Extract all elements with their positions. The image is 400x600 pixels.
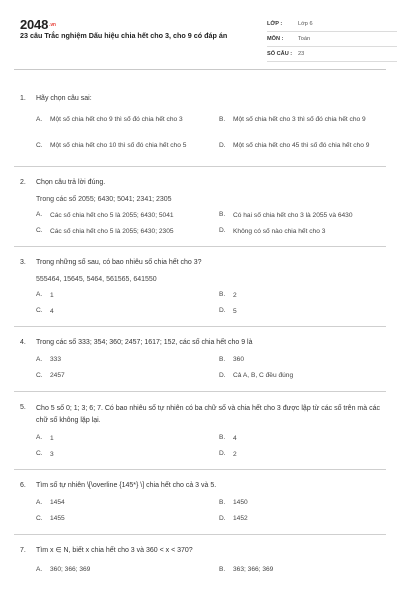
meta-row-subject — [267, 32, 397, 47]
question-stem — [20, 481, 386, 490]
option-text: 1455 — [50, 515, 65, 523]
answer-option-d[interactable] — [211, 136, 386, 156]
option-text: 333 — [50, 356, 62, 364]
option-letter: A. — [36, 211, 43, 219]
question-stem — [20, 338, 386, 347]
question-item — [14, 535, 386, 582]
question-text: Tìm x ∈ N, biết x chia hết cho 3 và 360 < x < 370? — [36, 546, 193, 554]
answer-options — [36, 210, 386, 237]
document-title: 23 câu Trắc nghiệm Dấu hiệu chia hết cho 3, cho 9 có đáp án — [20, 31, 228, 40]
option-letter: B. — [219, 565, 226, 573]
question-text: Hãy chọn câu sai: — [36, 95, 92, 102]
answer-option-c[interactable] — [36, 371, 211, 382]
option-text: 360 — [233, 356, 245, 364]
option-letter: A. — [36, 434, 43, 442]
question-number: 5. — [20, 403, 26, 411]
option-letter: B. — [219, 115, 226, 123]
option-letter: D. — [219, 307, 226, 315]
answer-options — [36, 433, 386, 460]
question-item — [14, 167, 386, 247]
question-stem — [20, 403, 386, 428]
question-item — [14, 327, 386, 391]
meta-value: 23 — [298, 51, 305, 58]
option-letter: C. — [36, 141, 43, 149]
question-text: Cho 5 số 0; 1; 3; 6; 7. Có bao nhiêu số tự nhiên có ba chữ số và chia hết cho 3 được lập từ các số trên mà các chữ số không lặp lại. — [36, 404, 380, 424]
option-letter: B. — [219, 498, 226, 506]
document-meta — [267, 17, 397, 62]
answer-option-d[interactable] — [211, 226, 386, 237]
option-letter: B. — [219, 291, 226, 299]
option-letter: D. — [219, 227, 226, 235]
answer-option-c[interactable] — [36, 514, 211, 525]
option-letter: A. — [36, 565, 43, 573]
option-text: 2 — [233, 291, 237, 299]
option-letter: D. — [219, 371, 226, 379]
answer-option-a[interactable] — [36, 433, 211, 444]
option-text: Một số chia hết cho 45 thì số đó chia hết cho 9 — [233, 142, 370, 150]
answer-option-c[interactable] — [36, 449, 211, 460]
option-letter: A. — [36, 498, 43, 506]
option-letter: B. — [219, 211, 226, 219]
answer-option-a[interactable] — [36, 290, 211, 301]
answer-options — [36, 290, 386, 317]
question-number: 4. — [20, 339, 26, 347]
option-letter: A. — [36, 115, 43, 123]
question-item — [14, 247, 386, 327]
document-header — [14, 0, 386, 70]
meta-row-class — [267, 17, 397, 32]
question-list — [14, 82, 386, 582]
question-extra-line: Trong các số 2055; 6430; 5041; 2341; 2305 — [36, 195, 172, 203]
option-letter: D. — [219, 514, 226, 522]
meta-value: Toán — [298, 36, 311, 43]
answer-option-d[interactable] — [211, 371, 386, 382]
question-number: 7. — [20, 546, 26, 554]
option-text: Một số chia hết cho 9 thì số đó chia hết cho 3 — [50, 116, 183, 124]
question-text: Chọn câu trả lời đúng. — [36, 179, 106, 187]
answer-option-d[interactable] — [211, 514, 386, 525]
option-letter: D. — [219, 450, 226, 458]
question-stem — [20, 178, 386, 187]
answer-option-b[interactable] — [211, 290, 386, 301]
option-text: 360; 366; 369 — [50, 566, 91, 574]
option-text: Không có số nào chia hết cho 3 — [233, 227, 326, 235]
meta-key: SỐ CÂU : — [267, 51, 293, 58]
option-text: 2457 — [50, 372, 65, 380]
option-text: 1454 — [50, 499, 65, 507]
answer-options — [36, 355, 386, 382]
answer-option-b[interactable] — [211, 355, 386, 366]
option-text: 2 — [233, 450, 237, 458]
option-letter: A. — [36, 355, 43, 363]
option-text: 1 — [50, 291, 54, 299]
meta-key: MÔN : — [267, 36, 284, 43]
answer-option-c[interactable] — [36, 136, 211, 156]
answer-option-b[interactable] — [211, 210, 386, 221]
meta-row-count — [267, 47, 397, 62]
question-number: 2. — [20, 179, 26, 187]
option-text: 363; 366; 369 — [233, 566, 274, 574]
answer-option-a[interactable] — [36, 355, 211, 366]
question-number: 3. — [20, 259, 26, 267]
question-stem — [20, 546, 386, 555]
option-letter: C. — [36, 514, 43, 522]
option-letter: A. — [36, 291, 43, 299]
option-text: Các số chia hết cho 5 là 2055; 6430; 2305 — [50, 227, 174, 235]
answer-option-a[interactable] — [36, 110, 211, 130]
answer-options — [36, 562, 386, 578]
option-text: 5 — [233, 307, 237, 315]
option-text: 3 — [50, 450, 54, 458]
question-text: Trong các số 333; 354; 360; 2457; 1617; 152, các số chia hết cho 9 là — [36, 339, 253, 347]
meta-value: Lớp 6 — [298, 21, 313, 28]
question-item — [14, 82, 386, 167]
option-text: Có hai số chia hết cho 3 là 2055 và 6430 — [233, 211, 353, 219]
option-text: 4 — [233, 434, 237, 442]
answer-options — [36, 498, 386, 525]
question-text: Trong những số sau, có bao nhiêu số chia hết cho 3? — [36, 259, 202, 267]
option-text: Các số chia hết cho 5 là 2055; 6430; 5041 — [50, 211, 174, 219]
option-text: 1 — [50, 434, 54, 442]
answer-option-d[interactable] — [211, 306, 386, 317]
option-letter: C. — [36, 307, 43, 315]
question-number: 6. — [20, 482, 26, 490]
logo-text: 2048 — [20, 17, 49, 32]
option-text: 4 — [50, 307, 54, 315]
answer-option-b[interactable] — [211, 110, 386, 130]
answer-option-c[interactable] — [36, 306, 211, 317]
question-item — [14, 470, 386, 534]
question-stem — [20, 94, 386, 103]
answer-option-a[interactable] — [36, 562, 211, 578]
answer-option-a[interactable] — [36, 498, 211, 509]
option-letter: D. — [219, 141, 226, 149]
question-text: Tìm số tự nhiên \[\overline {145*} \] chia hết cho cả 3 và 5. — [36, 482, 217, 490]
question-number: 1. — [20, 95, 26, 102]
answer-option-d[interactable] — [211, 449, 386, 460]
answer-option-b[interactable] — [211, 498, 386, 509]
answer-option-c[interactable] — [36, 226, 211, 237]
option-letter: C. — [36, 227, 43, 235]
answer-option-b[interactable] — [211, 433, 386, 444]
option-text: Một số chia hết cho 3 thì số đó chia hết cho 9 — [233, 116, 366, 124]
question-stem — [20, 258, 386, 267]
logo-tld: .vn — [49, 22, 56, 29]
answer-option-b[interactable] — [211, 562, 386, 578]
option-text: 1450 — [233, 499, 248, 507]
option-letter: C. — [36, 450, 43, 458]
option-letter: B. — [219, 434, 226, 442]
option-text: Cả A, B, C đều đúng — [233, 372, 294, 380]
question-extra-line: 555464, 15645, 5464, 561565, 641550 — [36, 275, 157, 283]
answer-option-a[interactable] — [36, 210, 211, 221]
option-text: 1452 — [233, 515, 248, 523]
question-item — [14, 392, 386, 471]
option-text: Một số chia hết cho 10 thì số đó chia hết cho 5 — [50, 142, 187, 150]
answer-options — [36, 110, 386, 156]
option-letter: B. — [219, 355, 226, 363]
option-letter: C. — [36, 371, 43, 379]
meta-key: LỚP : — [267, 21, 283, 28]
